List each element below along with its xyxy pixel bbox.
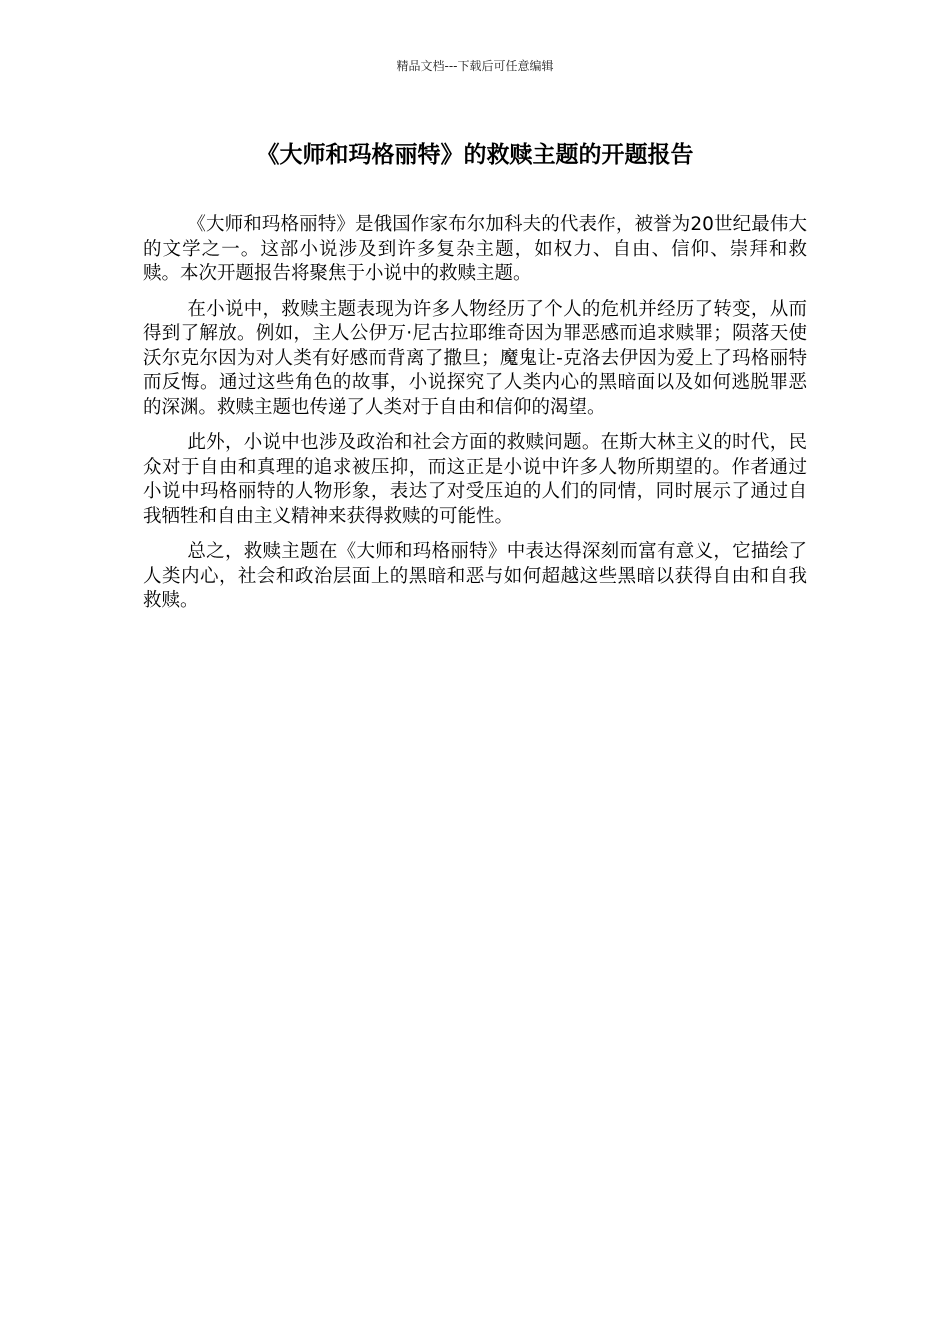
document-title: 《大师和玛格丽特》的救赎主题的开题报告	[256, 142, 694, 168]
paragraph-2: 在小说中，救赎主题表现为许多人物经历了个人的危机并经历了转变，从而得到了解放。例如，主人公伊万·尼古拉耶维奇因为罪恶感而追求赎罪；陨落天使沃尔克尔因为对人类有好感而背离了撒旦；魔鬼让-克洛去伊因为爱上了玛格丽特而反悔。通过这些角色的故事，小说探究了人类内心的黑暗面以及如何逃脱罪恶的深渊。救赎主题也传递了人类对于自由和信仰的渴望。	[143, 298, 807, 418]
document-body	[143, 213, 807, 625]
paragraph-3: 此外，小说中也涉及政治和社会方面的救赎问题。在斯大林主义的时代，民众对于自由和真理的追求被压抑，而这正是小说中许多人物所期望的。作者通过小说中玛格丽特的人物形象，表达了对受压迫的人们的同情，同时展示了通过自我牺牲和自由主义精神来获得救赎的可能性。	[143, 432, 807, 527]
paragraph-4: 总之，救赎主题在《大师和玛格丽特》中表达得深刻而富有意义，它描绘了人类内心，社会和政治层面上的黑暗和恶与如何超越这些黑暗以获得自由和自我救赎。	[143, 541, 807, 611]
header-note: 精品文档---下载后可任意编辑	[396, 59, 554, 73]
paragraph-1: 《大师和玛格丽特》是俄国作家布尔加科夫的代表作，被誉为20世纪最伟大的文学之一。这部小说涉及到许多复杂主题，如权力、自由、信仰、崇拜和救赎。本次开题报告将聚焦于小说中的救赎主题。	[143, 214, 807, 284]
